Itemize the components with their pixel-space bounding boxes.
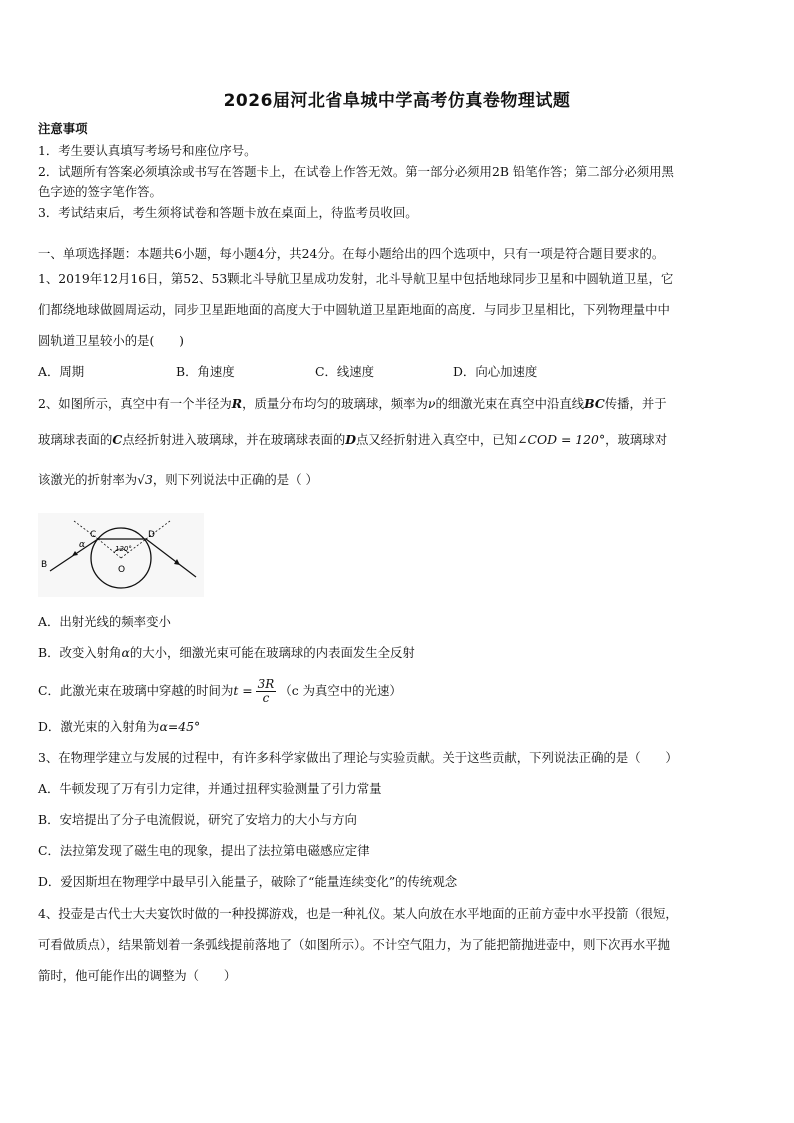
label-b: B [41, 560, 48, 570]
q2-angle-cod: ∠COD = 120° [517, 432, 606, 447]
q2-stem-line2 [38, 432, 667, 448]
label-angle: 120° [115, 545, 132, 553]
q2-refractive-index: √3 [137, 472, 153, 487]
q2-formula-alpha: α=45° [159, 719, 201, 734]
label-d: D [148, 530, 155, 540]
q2-option-a: A．出射光线的频率变小 [38, 614, 171, 629]
q2-text: 传播，并于 [604, 396, 667, 411]
label-c: C [90, 530, 97, 540]
fraction-denominator: c [262, 691, 270, 705]
q2-option-c [38, 676, 402, 706]
q2-var-nu: ν [427, 396, 436, 411]
q2-text: 的细激光束在真空中沿直线 [435, 396, 585, 411]
q2-text: D．激光束的入射角为 [38, 719, 160, 734]
q2-stem-line1 [38, 396, 667, 412]
q4-stem-line1: 4、投壶是古代士大夫宴饮时做的一种投掷游戏，也是一种礼仪。某人向放在水平地面的正前方壶中水平投箭（很短， [38, 906, 678, 921]
figure-background [38, 513, 204, 597]
q1-option-d: D．向心加速度 [453, 364, 538, 379]
q2-option-d [38, 719, 200, 735]
q2-var-c: C [112, 432, 123, 447]
q2-text: （c 为真空中的光速） [279, 683, 402, 698]
q3-option-d: D．爱因斯坦在物理学中最早引入能量子，破除了“能量连续变化”的传统观念 [38, 874, 458, 889]
q2-stem-line3 [38, 472, 318, 488]
notice-heading: 注意事项 [38, 121, 88, 136]
q1-stem-line1: 1、2019年12月16日，第52、53颗北斗导航卫星成功发射，北斗导航卫星中包括地球同步卫星和中圆轨道卫星，它 [38, 271, 674, 286]
q1-option-b: B．角速度 [176, 364, 235, 379]
q2-text: 点经折射进入玻璃球，并在玻璃球表面的 [122, 432, 346, 447]
q2-text: ，则下列说法中正确的是（ ） [152, 472, 318, 487]
q2-text: B．改变入射角 [38, 645, 122, 660]
notice-item-1: 1．考生要认真填写考场号和座位序号。 [38, 143, 257, 158]
q3-stem: 3、在物理学建立与发展的过程中，有许多科学家做出了理论与实验贡献。关于这些贡献，下列说法正确的是（ ） [38, 750, 678, 765]
q2-var-bc: BC [584, 396, 605, 411]
section-heading: 一、单项选择题：本题共6小题，每小题4分，共24分。在每小题给出的四个选项中，只有一项是符合题目要求的。 [38, 246, 665, 261]
q1-option-c: C．线速度 [315, 364, 375, 379]
q2-text: ，质量分布均匀的玻璃球，频率为 [242, 396, 428, 411]
notice-item-2: 2．试题所有答案必须填涂或书写在答题卡上，在试卷上作答无效。第一部分必须用2B 铅笔作答；第二部分必须用黑 [38, 164, 674, 179]
q2-text: 点又经折射进入真空中，已知 [356, 432, 518, 447]
q2-text: 的大小，细激光束可能在玻璃球的内表面发生全反射 [129, 645, 415, 660]
q2-figure [38, 513, 204, 597]
q1-stem-line2: 们都绕地球做圆周运动，同步卫星距地面的高度大于中圆轨道卫星距地面的高度．与同步卫星相比，下列物理量中中 [38, 302, 670, 317]
notice-item-3: 3．考试结束后，考生须将试卷和答题卡放在桌面上，待监考员收回。 [38, 205, 418, 220]
fraction-numerator: 3R [257, 677, 275, 691]
q2-option-b [38, 645, 415, 661]
q4-stem-line2: 可看做质点），结果箭划着一条弧线提前落地了（如图所示）。不计空气阻力，为了能把箭抛进壶中，则下次再水平抛 [38, 937, 670, 952]
q2-var-alpha: α [121, 645, 130, 660]
q3-option-a: A．牛顿发现了万有引力定律，并通过扭秤实验测量了引力常量 [38, 781, 382, 796]
q2-text: 2、如图所示，真空中有一个半径为 [38, 396, 232, 411]
q2-var-d: D [345, 432, 356, 447]
q2-text: 玻璃球表面的 [38, 432, 113, 447]
label-o: O [118, 565, 126, 575]
q2-text: 该激光的折射率为 [38, 472, 138, 487]
page-title: 2026届河北省阜城中学高考仿真卷物理试题 [223, 91, 571, 111]
q2-fraction [256, 678, 277, 705]
q3-option-c: C．法拉第发现了磁生电的现象，提出了法拉第电磁感应定律 [38, 843, 370, 858]
q1-option-a: A．周期 [38, 364, 85, 379]
label-alpha: α [79, 540, 86, 550]
q2-var-r: R [231, 396, 243, 411]
q2-text: C．此激光束在玻璃中穿越的时间为 [38, 683, 234, 698]
q2-formula-t: t = [233, 683, 253, 698]
q2-text: ，玻璃球对 [605, 432, 668, 447]
q1-stem-line3: 圆轨道卫星较小的是( ) [38, 333, 184, 348]
notice-item-2-cont: 色字迹的签字笔作答。 [38, 184, 162, 199]
q3-option-b: B．安培提出了分子电流假说，研究了安培力的大小与方向 [38, 812, 357, 827]
q4-stem-line3: 箭时，他可能作出的调整为（ ） [38, 968, 237, 983]
